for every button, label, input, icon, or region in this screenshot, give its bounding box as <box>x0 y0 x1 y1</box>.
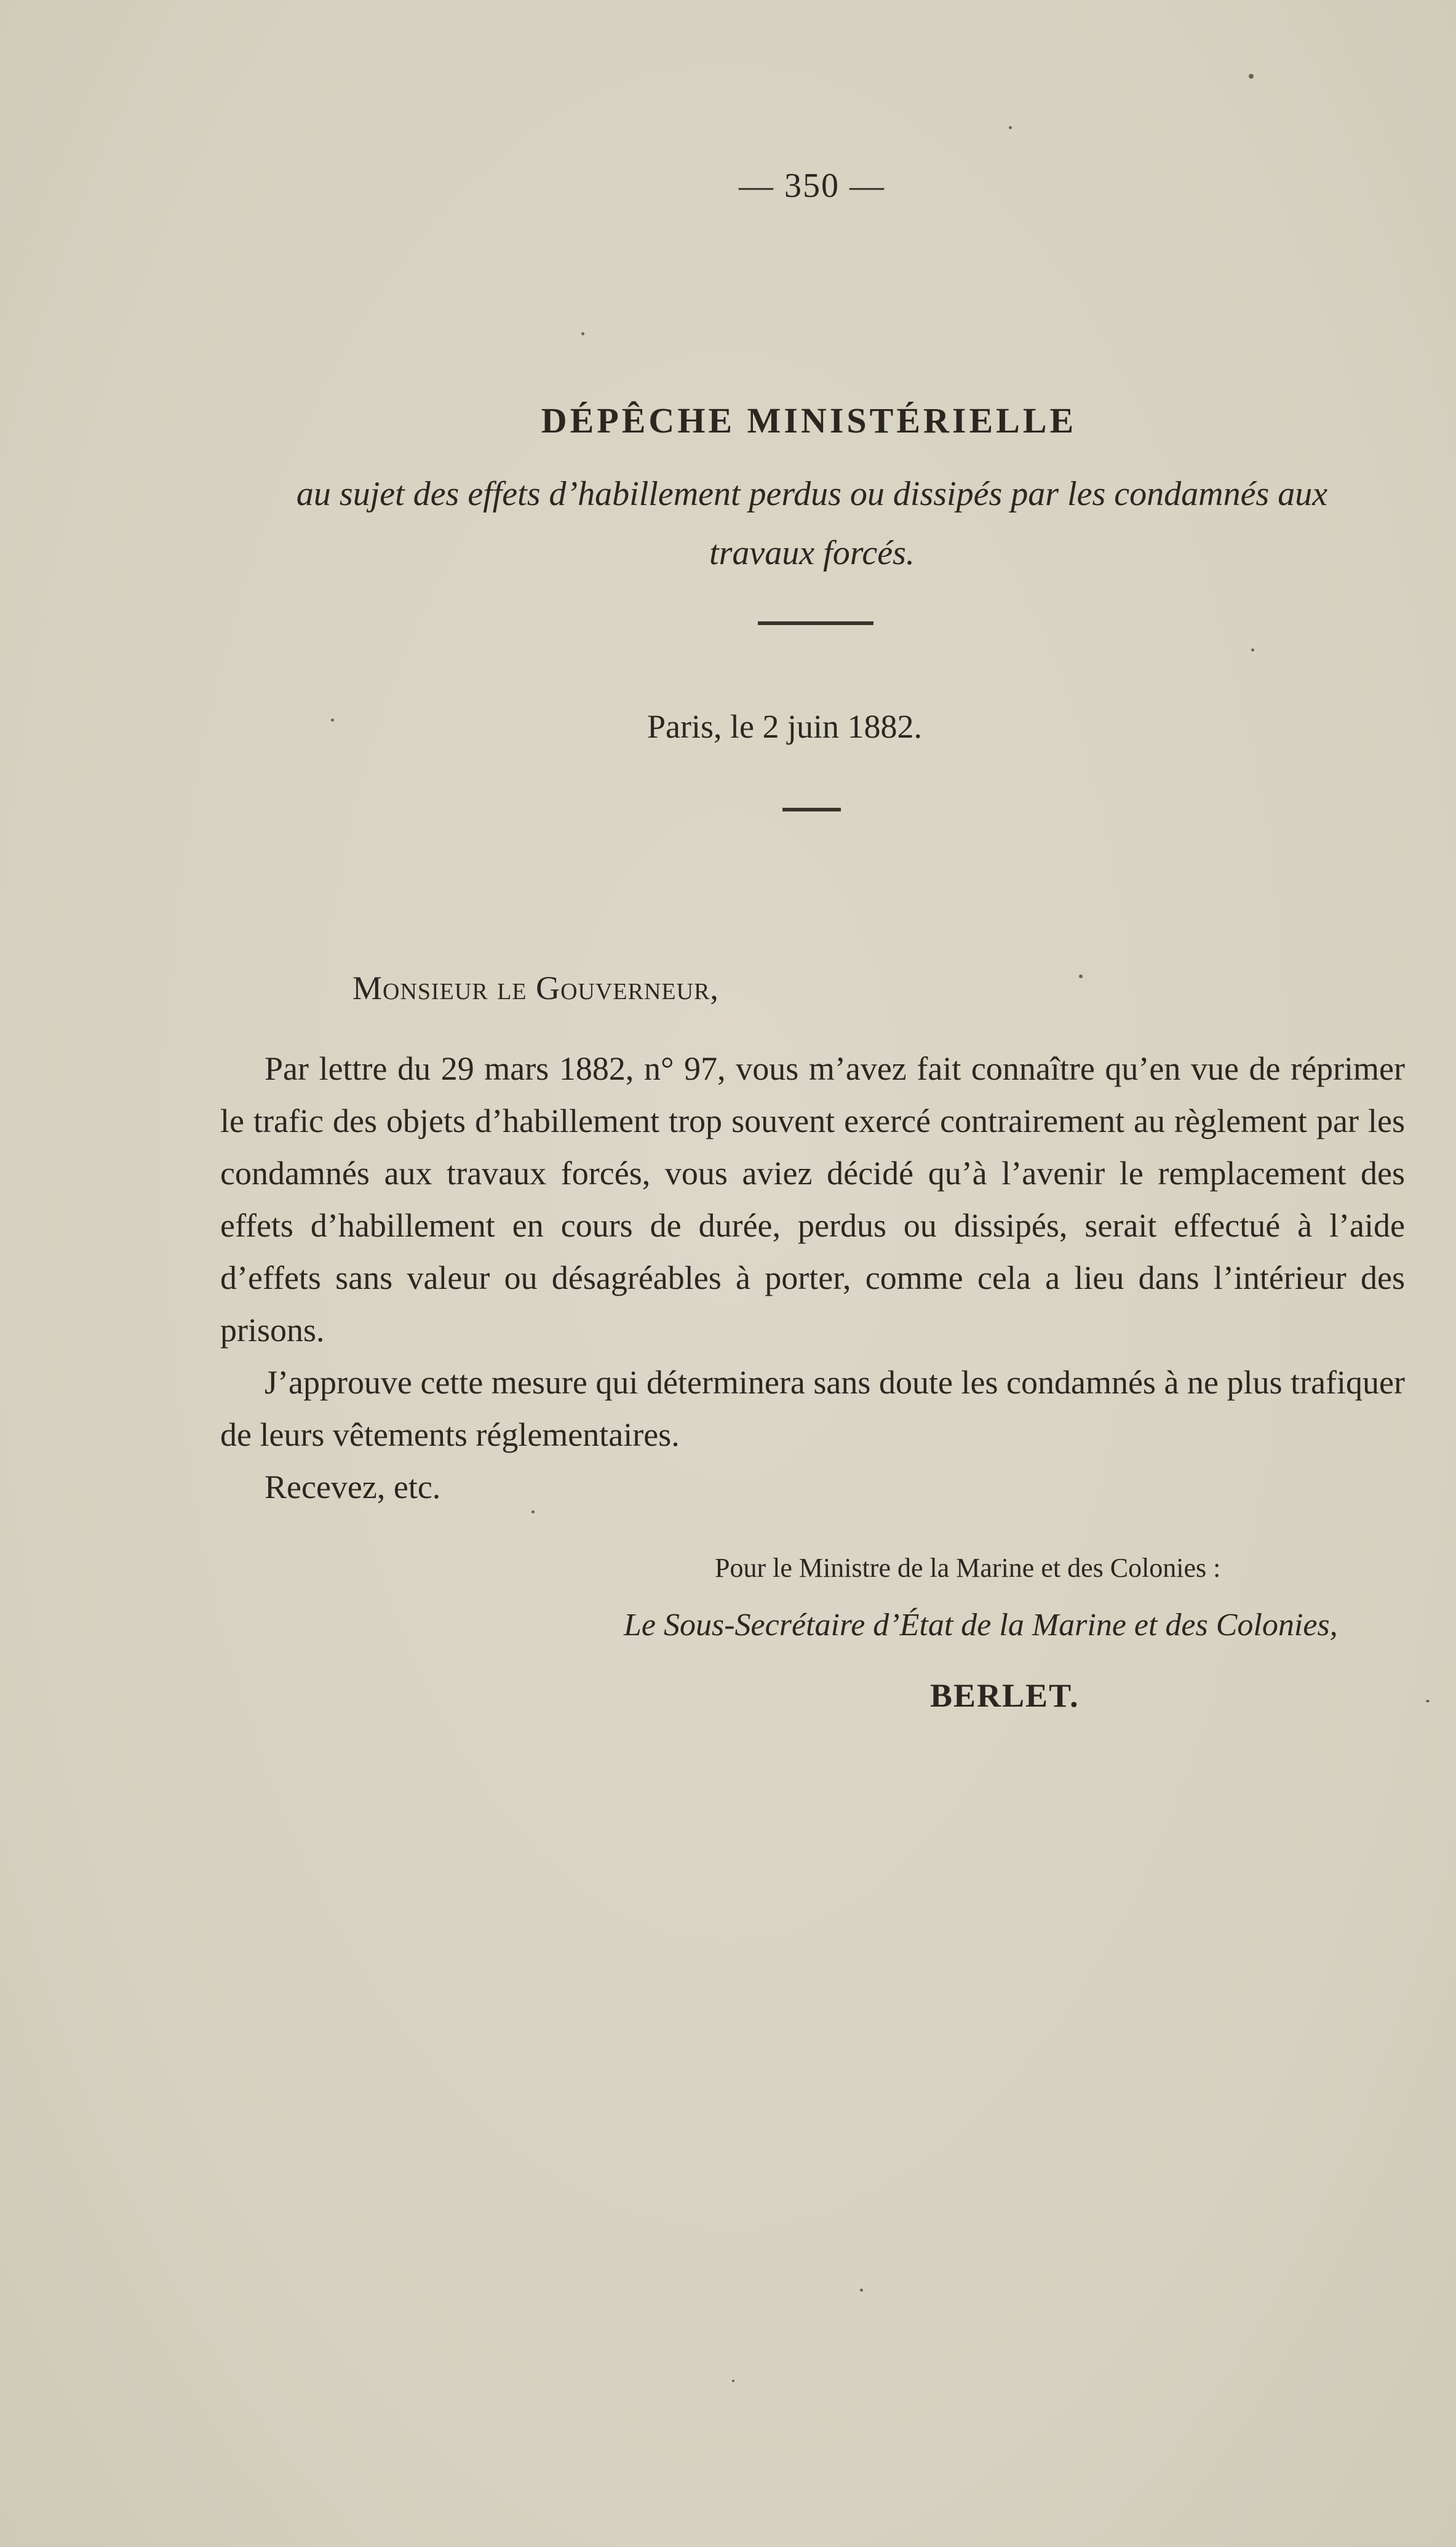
document-title: DÉPÊCHE MINISTÉRIELLE <box>541 401 1077 440</box>
paper-speck <box>531 1510 535 1513</box>
paper-speck <box>1009 126 1012 129</box>
paper-speck <box>860 2289 863 2292</box>
paper-speck <box>331 719 334 722</box>
paragraph: Par lettre du 29 mars 1882, n° 97, vous m’avez fait connaître qu’en vue de réprimer le trafic des objets d’habillement trop souvent exercé contrairement au règlement par les condamnés aux travaux forcés, vous aviez décidé qu’à l’avenir le remplacement des effets d’habillement en cours de durée, perdus ou dissipés, serait effectué à l’aide d’effets sans valeur ou désagréables à porter, comme cela a lieu dans l’intérieur des prisons. <box>220 1050 1405 1349</box>
separator-rule-short <box>782 808 841 811</box>
dateline: Paris, le 2 juin 1882. <box>647 708 922 745</box>
signature-title: Le Sous-Secrétaire d’État de la Marine et des Colonies, <box>624 1608 1338 1643</box>
paper-speck <box>1079 975 1083 978</box>
paper-speck <box>1426 1700 1430 1702</box>
document-subtitle: au sujet des effets d’habillement perdus ou dissipés par les condamnés aux travaux forcés. <box>296 475 1328 572</box>
paragraph: J’approuve cette mesure qui déterminera sans doute les condamnés à ne plus trafiquer de leurs vêtements réglementaires. <box>220 1364 1405 1453</box>
paper-speck <box>581 332 584 335</box>
letter-body <box>220 1043 1405 1513</box>
paper-speck <box>1251 648 1254 652</box>
salutation: Monsieur le Gouverneur, <box>352 970 719 1006</box>
separator-rule <box>758 621 873 625</box>
page-number: — 350 — <box>739 167 885 205</box>
paragraph: Recevez, etc. <box>265 1469 441 1505</box>
signature-name: BERLET. <box>930 1677 1080 1714</box>
paper-speck <box>1249 74 1254 79</box>
paper-speck <box>732 2380 734 2382</box>
signature-intro: Pour le Ministre de la Marine et des Colonies : <box>715 1553 1221 1583</box>
